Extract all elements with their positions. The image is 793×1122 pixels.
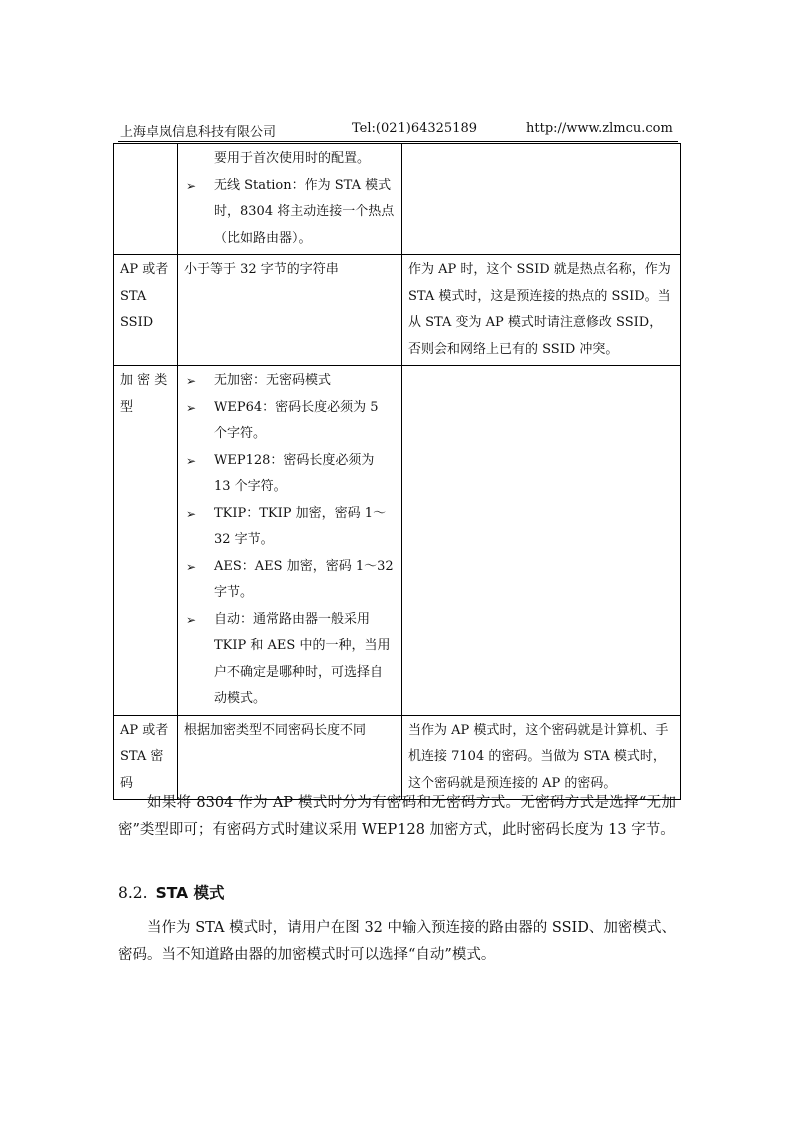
list-item: ➢ 自动：通常路由器一般采用 TKIP 和 AES 中的一种，当用户不确定是哪种时，可选择自动模式。	[184, 607, 395, 713]
list-item: ➢ WEP128：密码长度必须为 13 个字符。	[184, 448, 395, 501]
table-row	[114, 366, 681, 716]
desc-continuation: 要用于首次使用时的配置。	[214, 151, 371, 166]
bullet-list	[184, 368, 395, 713]
param-note-cell	[402, 144, 681, 255]
param-name-cell: AP 或者 STA SSID	[114, 255, 178, 366]
parameter-table	[113, 143, 681, 800]
header-website: http://www.zlmcu.com	[526, 121, 673, 136]
param-value-cell	[178, 144, 402, 255]
section-number: 8.2.	[118, 884, 148, 902]
page-header	[118, 121, 678, 142]
param-name-cell: 加 密 类 型	[114, 366, 178, 716]
list-item: ➢ TKIP：TKIP 加密，密码 1～32 字节。	[184, 501, 395, 554]
list-item: ➢ AES：AES 加密，密码 1～32 字节。	[184, 554, 395, 607]
table-row	[114, 715, 681, 800]
body-paragraph: 如果将 8304 作为 AP 模式时分为有密码和无密码方式。无密码方式是选择“无加密”类型即可；有密码方式时建议采用 WEP128 加密方式，此时密码长度为 13 字节。	[118, 795, 676, 838]
param-value-cell	[178, 366, 402, 716]
list-item: ➢ 无线 Station：作为 STA 模式时，8304 将主动连接一个热点（比如路由器）。	[184, 173, 395, 253]
bullet-list	[184, 173, 395, 253]
list-item: ➢ WEP64：密码长度必须为 5 个字符。	[184, 395, 395, 448]
param-note-cell: 当作为 AP 模式时，这个密码就是计算机、手机连接 7104 的密码。当做为 STA 模式时，这个密码就是预连接的 AP 的密码。	[402, 715, 681, 800]
param-note-cell	[402, 366, 681, 716]
param-note-cell: 作为 AP 时，这个 SSID 就是热点名称，作为 STA 模式时，这是预连接的热点的 SSID。当从 STA 变为 AP 模式时请注意修改 SSID，否则会和网络上已有的 SSID 冲突。	[402, 255, 681, 366]
param-name-cell: AP 或者 STA 密码	[114, 715, 178, 800]
body-paragraph: 当作为 STA 模式时，请用户在图 32 中输入预连接的路由器的 SSID、加密模式、密码。当不知道路由器的加密模式时可以选择“自动”模式。	[118, 920, 676, 963]
table-row	[114, 255, 681, 366]
table-row	[114, 144, 681, 255]
section-heading	[118, 881, 225, 903]
param-name-cell	[114, 144, 178, 255]
header-tel: Tel:(021)64325189	[352, 121, 478, 136]
section-title: STA 模式	[155, 884, 225, 902]
header-company: 上海卓岚信息科技有限公司	[120, 125, 277, 140]
param-value-cell: 根据加密类型不同密码长度不同	[178, 715, 402, 800]
list-item: ➢ 无加密：无密码模式	[184, 368, 395, 395]
param-value-cell: 小于等于 32 字节的字符串	[178, 255, 402, 366]
